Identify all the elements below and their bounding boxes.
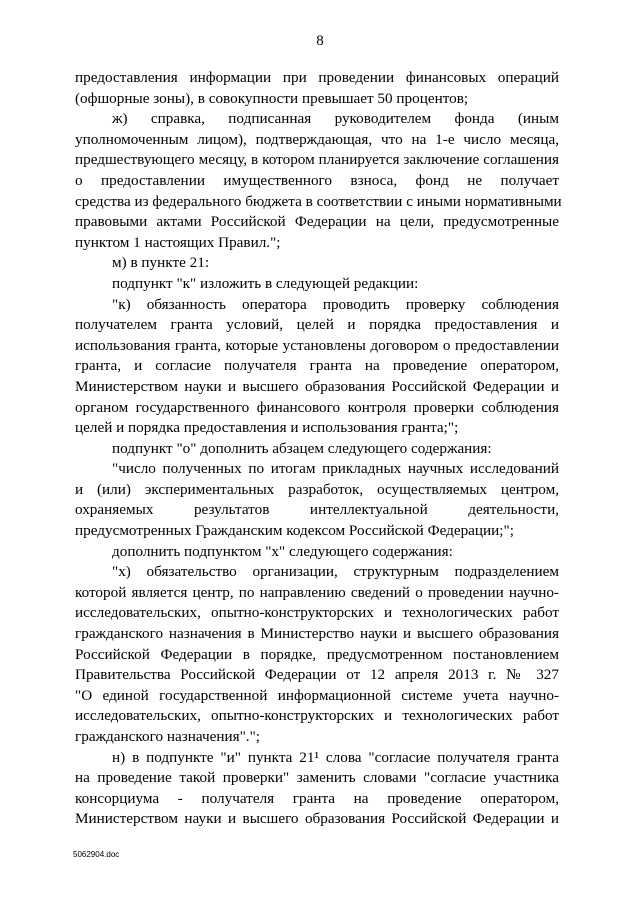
text-line: подпункт "к" изложить в следующей редакции: [112,274,419,292]
text-line: предоставления информации при проведении финансовых операций [75,69,559,86]
page-number: 8 [316,33,324,49]
text-line: "х) обязательство организации, структурным подразделением [112,563,559,581]
text-line: уполномоченным лицом), подтверждающая, что на 1-е число месяца, [75,130,559,148]
text-line: подпункт "о" дополнить абзацем следующего содержания: [112,439,492,457]
text-line: и (или) экспериментальных разработок, осуществляемых центром, [75,480,559,498]
text-line: Министерством науки и высшего образования Российской Федерации и [75,377,559,395]
text-line: предшествующего месяцу, в котором планируется заключение соглашения [75,151,559,169]
text-line: средства из федерального бюджета в соответствии с иными нормативными [75,192,562,210]
text-line: гранта, и согласие получателя гранта на проведение оператором, [75,357,559,375]
text-line: Министерством науки и высшего образования Российской Федерации и [75,810,559,828]
text-line: исследовательских, опытно-конструкторских и технологических работ [75,707,559,725]
text-line: предусмотренных Гражданским кодексом Российской Федерации;"; [75,522,514,540]
text-line: ж) справка, подписанная руководителем фонда (иным [112,110,559,128]
text-line: Правительства Российской Федерации от 12 апреля 2013 г. № 327 [75,666,559,684]
text-line: правовыми актами Российской Федерации на цели, предусмотренные [75,213,559,231]
text-line: дополнить подпунктом "х" следующего содержания: [112,542,453,560]
text-line: пунктом 1 настоящих Правил."; [75,233,281,251]
text-line: гражданского назначения в Министерство науки и высшего образования [75,625,559,643]
text-line: органом государственного финансового контроля проверки соблюдения [75,398,559,416]
text-line: целей и порядка предоставления и использования гранта;"; [75,419,459,437]
text-line: н) в подпункте "и" пункта 21¹ слова "согласие получателя гранта [112,748,559,766]
text-line: использования гранта, которые установлены договором о предоставлении [75,336,559,354]
text-line: охраняемых результатов интеллектуальной деятельности, [75,501,559,519]
text-line: м) в пункте 21: [112,254,210,272]
footer-code: 5062904.doc [73,850,120,859]
text-line: "к) обязанность оператора проводить проверку соблюдения [112,295,559,313]
text-line: Российской Федерации в порядке, предусмотренном постановлением [75,645,559,663]
text-line: (офшорные зоны), в совокупности превышает 50 процентов; [75,89,469,107]
text-line: получателем гранта условий, целей и порядка предоставления и [75,316,559,334]
text-line: о предоставлении имущественного взноса, фонд не получает [75,171,559,189]
text-line: на проведение такой проверки" заменить словами "согласие участника [75,769,559,787]
text-line: которой является центр, по направлению сведений о проведении научно- [75,583,559,601]
text-line: "О единой государственной информационной системе учета научно- [75,686,559,704]
text-line: "число полученных по итогам прикладных научных исследований [112,460,559,478]
text-line: гражданского назначения"."; [75,728,260,745]
text-line: консорциума - получателя гранта на проведение оператором, [75,789,559,807]
text-line: исследовательских, опытно-конструкторских и технологических работ [75,604,559,622]
document-body [75,68,562,830]
